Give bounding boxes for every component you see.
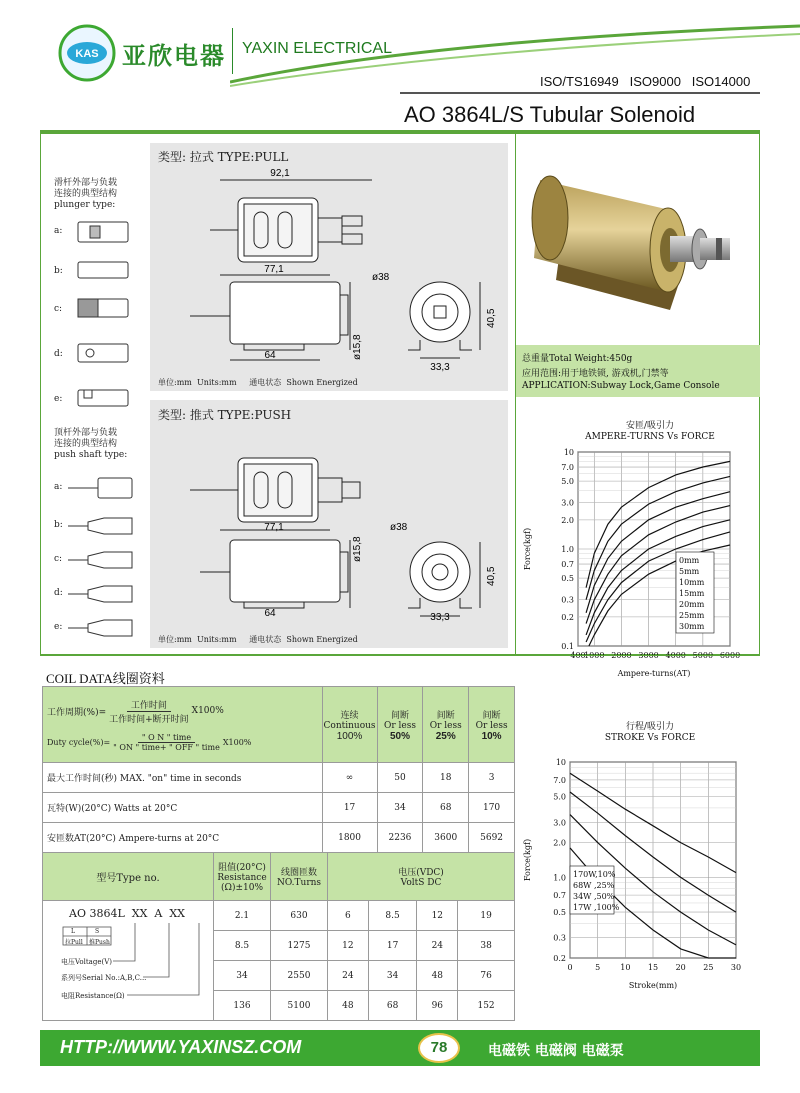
x-tick-label: 20 [675, 963, 686, 972]
header-divider [400, 92, 760, 94]
product-photo [520, 140, 754, 340]
push-dim-shaft: ø15,8 [352, 536, 363, 562]
pull-dim-total: 92,1 [270, 168, 290, 179]
plunger-sketches [68, 216, 142, 416]
col-50: 间断 Or less 50% [377, 687, 423, 763]
plunger-heading: 滑杆外部与负载 连接的典型结构 plunger type: [54, 178, 118, 210]
legend-entry: 0mm [679, 556, 700, 565]
table-row: 8.5 1275 12 17 24 38 [43, 931, 515, 961]
type-header: 型号Type no. [43, 853, 214, 901]
pull-panel-footer: 单位:mm Units:mm 通电状态 Shown Energized [158, 378, 358, 387]
y-tick-label: 1.0 [561, 545, 574, 554]
pull-dim-width: 33,3 [430, 362, 450, 373]
legend-l: L [71, 928, 75, 935]
y-tick-label: 7.0 [553, 775, 566, 785]
logo-text: KAS [75, 48, 99, 60]
legend-entry: 20mm [679, 600, 705, 609]
legend-push: 推Push [89, 939, 110, 946]
coil-data-title: COIL DATA线圈资料 [46, 671, 165, 686]
y-tick-label: 10 [563, 448, 574, 457]
table-row: 安匝数AT(20°C) Ampere-turns at 20°C 1800 2236 3600 5692 [43, 823, 515, 853]
plunger-item-c-label: c: [54, 304, 63, 314]
y-tick-label: 5.0 [553, 792, 566, 802]
push-item-d-label: d: [54, 588, 63, 598]
y-tick-label: 0.1 [561, 642, 574, 651]
pull-dim-body: 77,1 [264, 264, 284, 275]
push-dim-base: 64 [264, 608, 276, 619]
coil-type-table [42, 852, 515, 1021]
pull-dim-shaft: ø15,8 [352, 334, 363, 360]
chart2-title: 行程/吸引力 STROKE Vs FORCE [604, 722, 696, 743]
resistance-header: 阻值(20°C) Resistance (Ω)±10% [214, 853, 271, 901]
coil-data-table [42, 686, 515, 853]
col-25: 间断 Or less 25% [423, 687, 469, 763]
stroke-force-chart [516, 746, 760, 992]
plunger-item-d-label: d: [54, 349, 63, 359]
coil-divider [40, 655, 760, 656]
y-tick-label: 10 [555, 758, 566, 767]
legend-entry: 34W ,50% [573, 892, 615, 901]
x-tick-label: 10 [620, 963, 631, 972]
y-tick-label: 0.2 [561, 612, 574, 622]
turns-header: 线圈匝数 NO.Turns [271, 853, 328, 901]
legend-entry: 25mm [679, 611, 705, 620]
pull-drawing [150, 160, 508, 374]
x-tick-label: 0 [567, 963, 573, 972]
legend-entry: 170W,10% [573, 870, 616, 879]
y-tick-label: 0.3 [561, 595, 574, 605]
y-tick-label: 0.7 [553, 891, 566, 901]
voltage-header: 电压(VDC) VoltS DC [328, 853, 515, 901]
certifications: ISO/TS16949 ISO9000 ISO14000 [540, 74, 751, 89]
y-tick-label: 0.3 [553, 933, 566, 943]
y-tick-label: 0.5 [553, 908, 566, 918]
y-axis-label: Force(kgf) [523, 838, 532, 882]
y-tick-label: 0.5 [561, 574, 574, 584]
duty-cycle-cell: 工作周期(%)= 工作时间 工作时间+断开时间 X100% Duty cycle(%)= " O N " time " ON " time+ " OFF " time X100% [43, 687, 323, 763]
x-tick-label: 15 [647, 963, 659, 972]
push-item-e-label: e: [54, 622, 63, 632]
legend-pull: 拉Pull [65, 939, 83, 946]
legend-s: S [95, 928, 100, 935]
key-voltage: 电压Voltage(V) [61, 958, 112, 966]
y-tick-label: 5.0 [561, 477, 574, 487]
x-tick-label: 25 [703, 963, 714, 972]
push-item-a-label: a: [54, 482, 63, 492]
push-panel-label: 类型: 推式 TYPE:PUSH [158, 408, 292, 422]
x-axis-label: Ampere-turns(AT) [617, 669, 691, 678]
page-title: AO 3864L/S Tubular Solenoid [404, 102, 696, 127]
col-10: 间断 Or less 10% [469, 687, 515, 763]
push-panel-footer: 单位:mm Units:mm 通电状态 Shown Energized [158, 635, 358, 644]
website-link[interactable]: HTTP://WWW.YAXINSZ.COM [60, 1037, 302, 1057]
x-tick-label: 30 [730, 963, 742, 972]
plunger-item-e-label: e: [54, 394, 63, 404]
push-sketches [68, 472, 142, 642]
y-axis-label: Force(kgf) [523, 527, 532, 571]
legend-entry: 15mm [679, 589, 705, 598]
x-tick-label: 5 [595, 963, 601, 972]
push-item-b-label: b: [54, 520, 63, 530]
table-row: 34 2550 24 34 48 76 [43, 961, 515, 991]
push-item-c-label: c: [54, 554, 63, 564]
brand-divider [232, 28, 233, 74]
application-en: APPLICATION:Subway Lock,Game Console [522, 381, 720, 391]
pull-dim-diameter: ø38 [372, 272, 390, 283]
push-drawing [150, 420, 508, 630]
footer-products: 电磁铁 电磁阀 电磁泵 [488, 1043, 624, 1059]
push-dim-height: 40,5 [486, 566, 497, 586]
table-row: AO 3864L XX A XX L S 拉Pull 推Push 电压Voltage(V) 系列号Serial No.:A,B,C... 电阻Resistance(Ω) 2.1 630 6 8.5 12 19 [43, 901, 515, 931]
y-tick-label: 0.2 [553, 954, 566, 963]
push-types [52, 472, 142, 642]
push-dim-diameter: ø38 [390, 522, 408, 533]
plunger-item-a-label: a: [54, 226, 63, 236]
y-tick-label: 2.0 [553, 838, 566, 848]
table-row: 最大工作时间(秒) MAX. "on" time in seconds ∞ 50 18 3 [43, 763, 515, 793]
usage-cn: 应用范围:用于地铁锁, 游戏机,门禁等 [522, 369, 669, 379]
pull-dim-base: 64 [264, 350, 276, 361]
ampere-turns-force-chart [516, 444, 760, 680]
model-code: AO 3864L XX A XX [69, 907, 186, 920]
y-tick-label: 3.0 [561, 498, 574, 508]
y-tick-label: 1.0 [553, 873, 566, 883]
brand-name-cn: 亚欣电器 [122, 42, 226, 70]
legend-entry: 68W ,25% [573, 881, 615, 890]
total-weight: 总重量Total Weight:450g [522, 354, 633, 364]
legend-entry: 5mm [679, 567, 700, 576]
plunger-item-b-label: b: [54, 266, 63, 276]
y-tick-label: 2.0 [561, 515, 574, 525]
legend-entry: 17W ,100% [573, 903, 620, 912]
y-tick-label: 7.0 [561, 463, 574, 473]
page-number: 78 [430, 1039, 448, 1056]
key-resistance: 电阻Resistance(Ω) [61, 992, 125, 1000]
col-continuous: 连续 Continuous 100% [322, 687, 377, 763]
legend-entry: 30mm [679, 622, 705, 631]
pull-panel-label: 类型: 拉式 TYPE:PULL [158, 150, 289, 164]
y-tick-label: 3.0 [553, 818, 566, 828]
push-dim-width: 33,3 [430, 612, 450, 623]
table-row: 136 5100 48 68 96 152 [43, 991, 515, 1021]
y-tick-label: 0.7 [561, 560, 574, 570]
pull-dim-height: 40,5 [486, 308, 497, 328]
company-logo [58, 24, 116, 82]
table-row: 瓦特(W)(20°C) Watts at 20°C 17 34 68 170 [43, 793, 515, 823]
brand-name-en: YAXIN ELECTRICAL [242, 40, 392, 57]
push-dim-body: 77,1 [264, 522, 284, 533]
plunger-types [52, 216, 142, 416]
x-axis-label: Stroke(mm) [628, 981, 678, 990]
chart1-title: 安匝/吸引力 AMPERE-TURNS Vs FORCE [585, 421, 715, 442]
legend-entry: 10mm [679, 578, 705, 587]
push-heading: 顶杆外部与负载 连接的典型结构 push shaft type: [54, 428, 128, 460]
key-serial: 系列号Serial No.:A,B,C... [61, 974, 147, 982]
